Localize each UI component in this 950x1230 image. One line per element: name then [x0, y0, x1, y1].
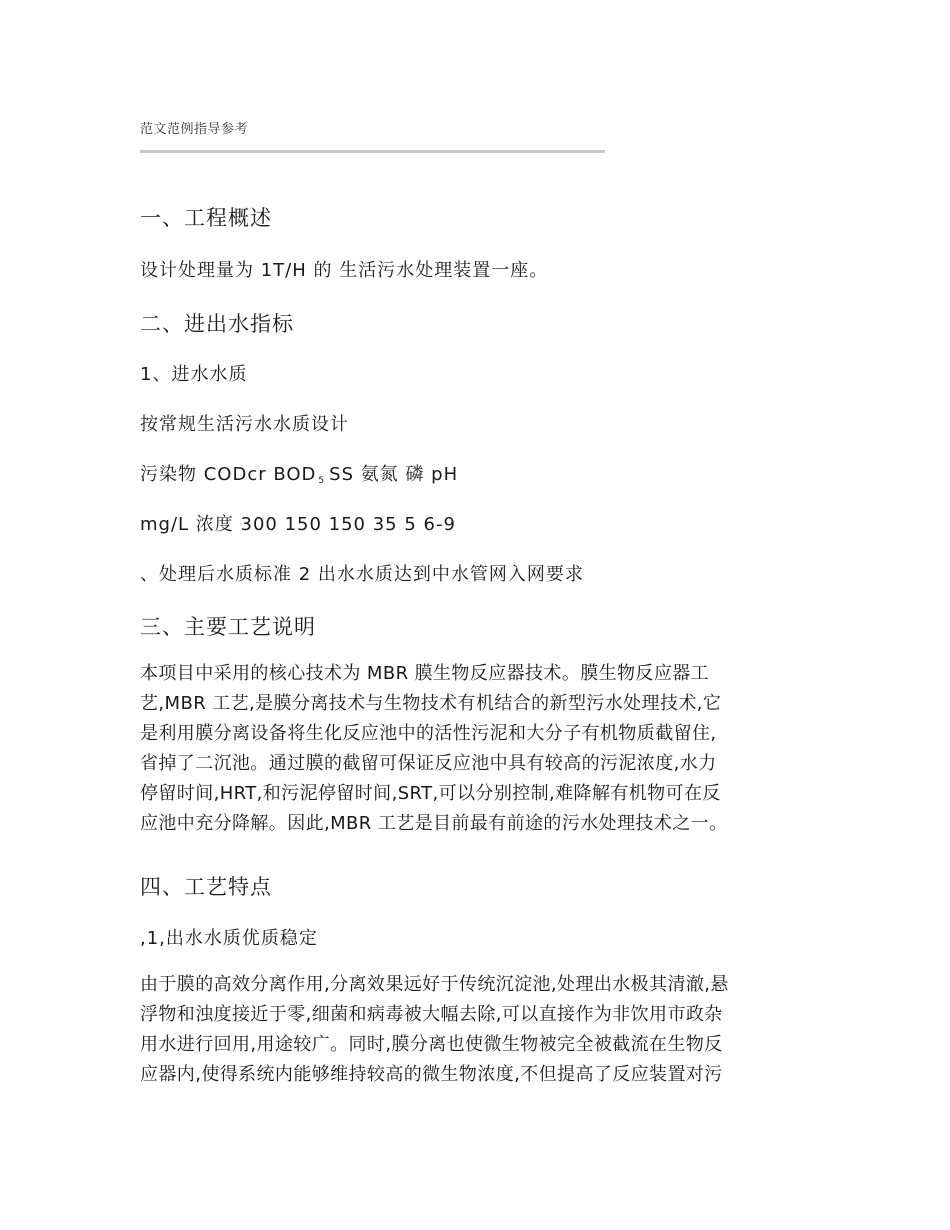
header-divider [140, 150, 605, 153]
section-1-text: 设计处理量为 1T/H 的 生活污水处理装置一座。 [140, 260, 549, 281]
section-4-paragraph [140, 970, 810, 1090]
section-2-title: 二、进出水指标 [140, 312, 294, 336]
section-2-subheading: 1、进水水质 [140, 364, 248, 385]
concentration-row: mg/L 浓度 300 150 150 35 5 6-9 [140, 514, 456, 535]
paragraph-line: 本项目中采用的核心技术为 MBR 膜生物反应器技术。膜生物反应器工 [140, 663, 710, 684]
paragraph-line: 应器内,使得系统内能够维持较高的微生物浓度,不但提高了反应装置对污 [140, 1064, 723, 1085]
paragraph-line: 停留时间,HRT,和污泥停留时间,SRT,可以分别控制,难降解有机物可在反 [140, 783, 721, 804]
section-3-paragraph [140, 659, 810, 839]
paragraph-line: 艺,MBR 工艺,是膜分离技术与生物技术有机结合的新型污水处理技术,它 [140, 693, 722, 714]
paragraph-line: 省掉了二沉池。通过膜的截留可保证反应池中具有较高的污泥浓度,水力 [140, 753, 717, 774]
paragraph-line: 用水进行回用,用途较广。同时,膜分离也使微生物被完全被截流在生物反 [140, 1034, 723, 1055]
bod-subscript: 5 [318, 476, 326, 486]
paragraph-line: 应池中充分降解。因此,MBR 工艺是目前最有前途的污水处理技术之一。 [140, 813, 728, 834]
treated-water-standard: 、处理后水质标准 2 出水水质达到中水管网入网要求 [140, 564, 584, 585]
paragraph-line: 浮物和浊度接近于零,细菌和病毒被大幅去除,可以直接作为非饮用市政杂 [140, 1004, 723, 1025]
section-2-text: 按常规生活污水水质设计 [140, 414, 349, 435]
section-4-subheading: ,1,出水水质优质稳定 [140, 928, 318, 949]
page-header: 范文范例指导参考 [140, 122, 249, 137]
section-4-title: 四、工艺特点 [140, 875, 272, 899]
paragraph-line: 是利用膜分离设备将生化反应池中的活性污泥和大分子有机物质截留住, [140, 723, 717, 744]
section-1-title: 一、工程概述 [140, 206, 272, 230]
section-3-title: 三、主要工艺说明 [140, 615, 316, 639]
paragraph-line: 由于膜的高效分离作用,分离效果远好于传统沉淀池,处理出水极其清澈,悬 [140, 974, 729, 995]
pollutant-row-rest: SS 氨氮 磷 pH [329, 464, 459, 485]
pollutant-row [140, 460, 458, 486]
pollutant-row-label: 污染物 CODcr BOD [140, 464, 317, 485]
